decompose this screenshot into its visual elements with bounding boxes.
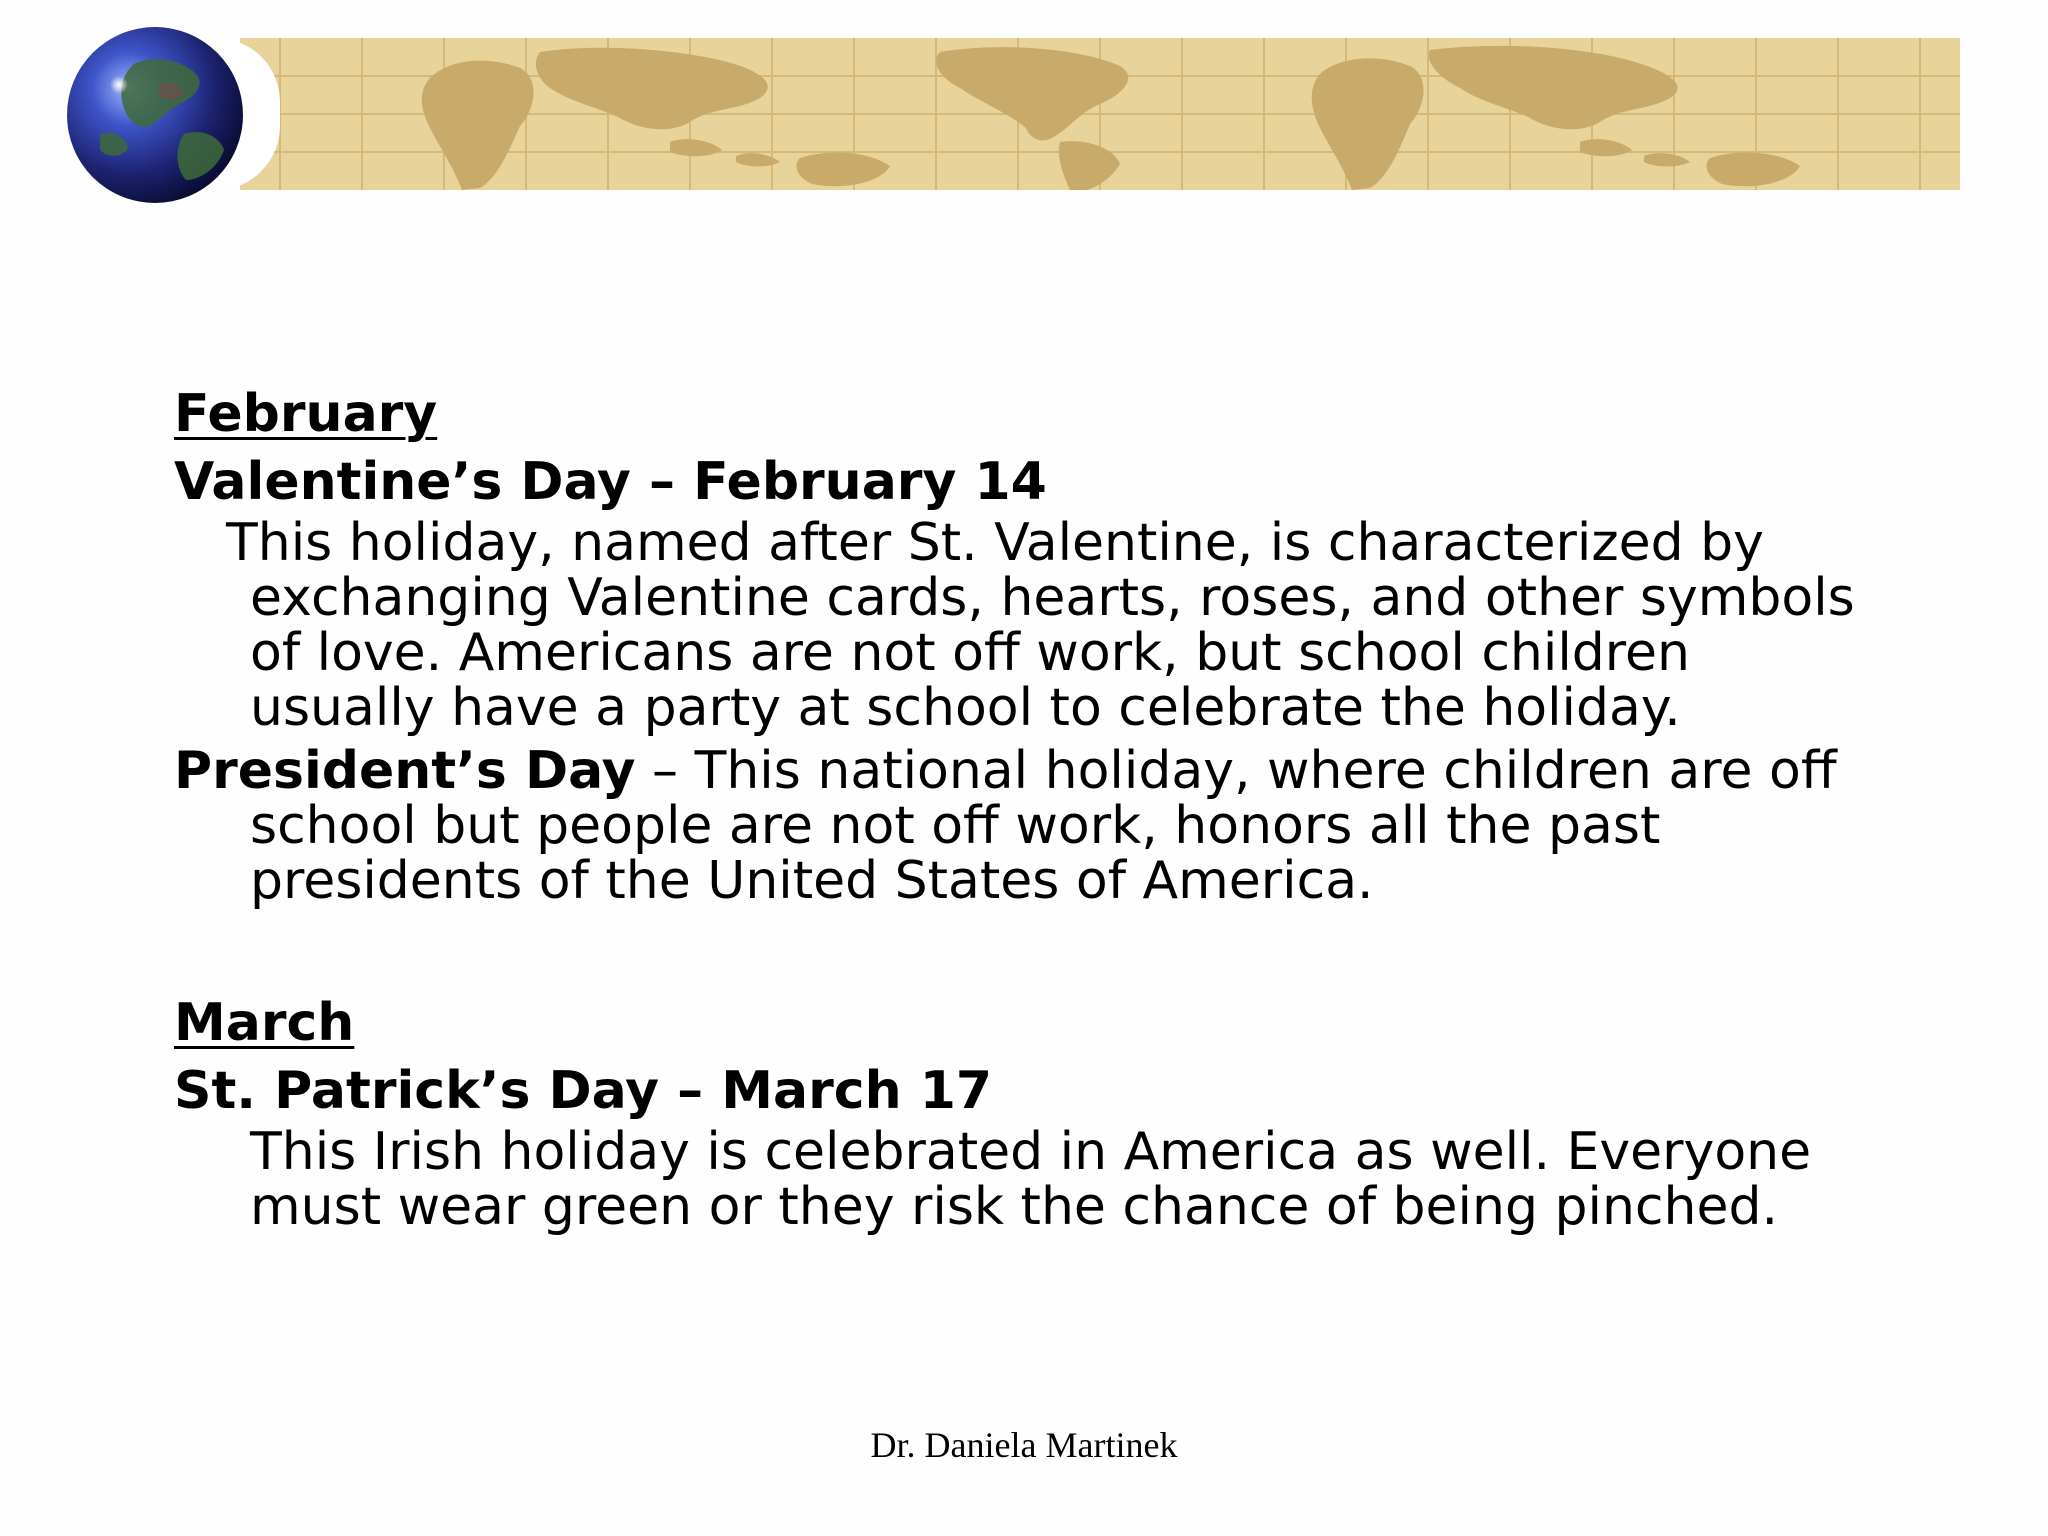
holiday-title-st-patricks: St. Patrick’s Day – March 17: [174, 1061, 993, 1121]
section-spacer: [174, 909, 1874, 989]
holiday-title-valentines: Valentine’s Day – February 14: [174, 452, 1047, 512]
world-map-banner: [240, 38, 1960, 190]
holiday-description-presidents: – This national holiday, where children are off school but people are not off work, honors all the past presidents of the United States of America.: [250, 741, 1837, 911]
holiday-description-st-patricks: This Irish holiday is celebrated in America as well. Everyone must wear green or they risk the chance of being pinched.: [250, 1122, 1812, 1237]
holiday-description-valentines: This holiday, named after St. Valentine, is characterized by exchanging Valentine cards, hearts, roses, and other symbols of love. Americans are not off work, but school children usually have a party at school to celebrate the holiday.: [226, 513, 1855, 738]
globe-icon: [64, 24, 246, 206]
month-heading-february: February: [174, 384, 438, 444]
month-heading-march: March: [174, 993, 355, 1053]
holiday-title-presidents: President’s Day: [174, 741, 636, 801]
slide-content: [174, 380, 1874, 1235]
holiday-entry-presidents: [174, 741, 1874, 911]
footer-author: Dr. Daniela Martinek: [870, 1425, 1178, 1465]
